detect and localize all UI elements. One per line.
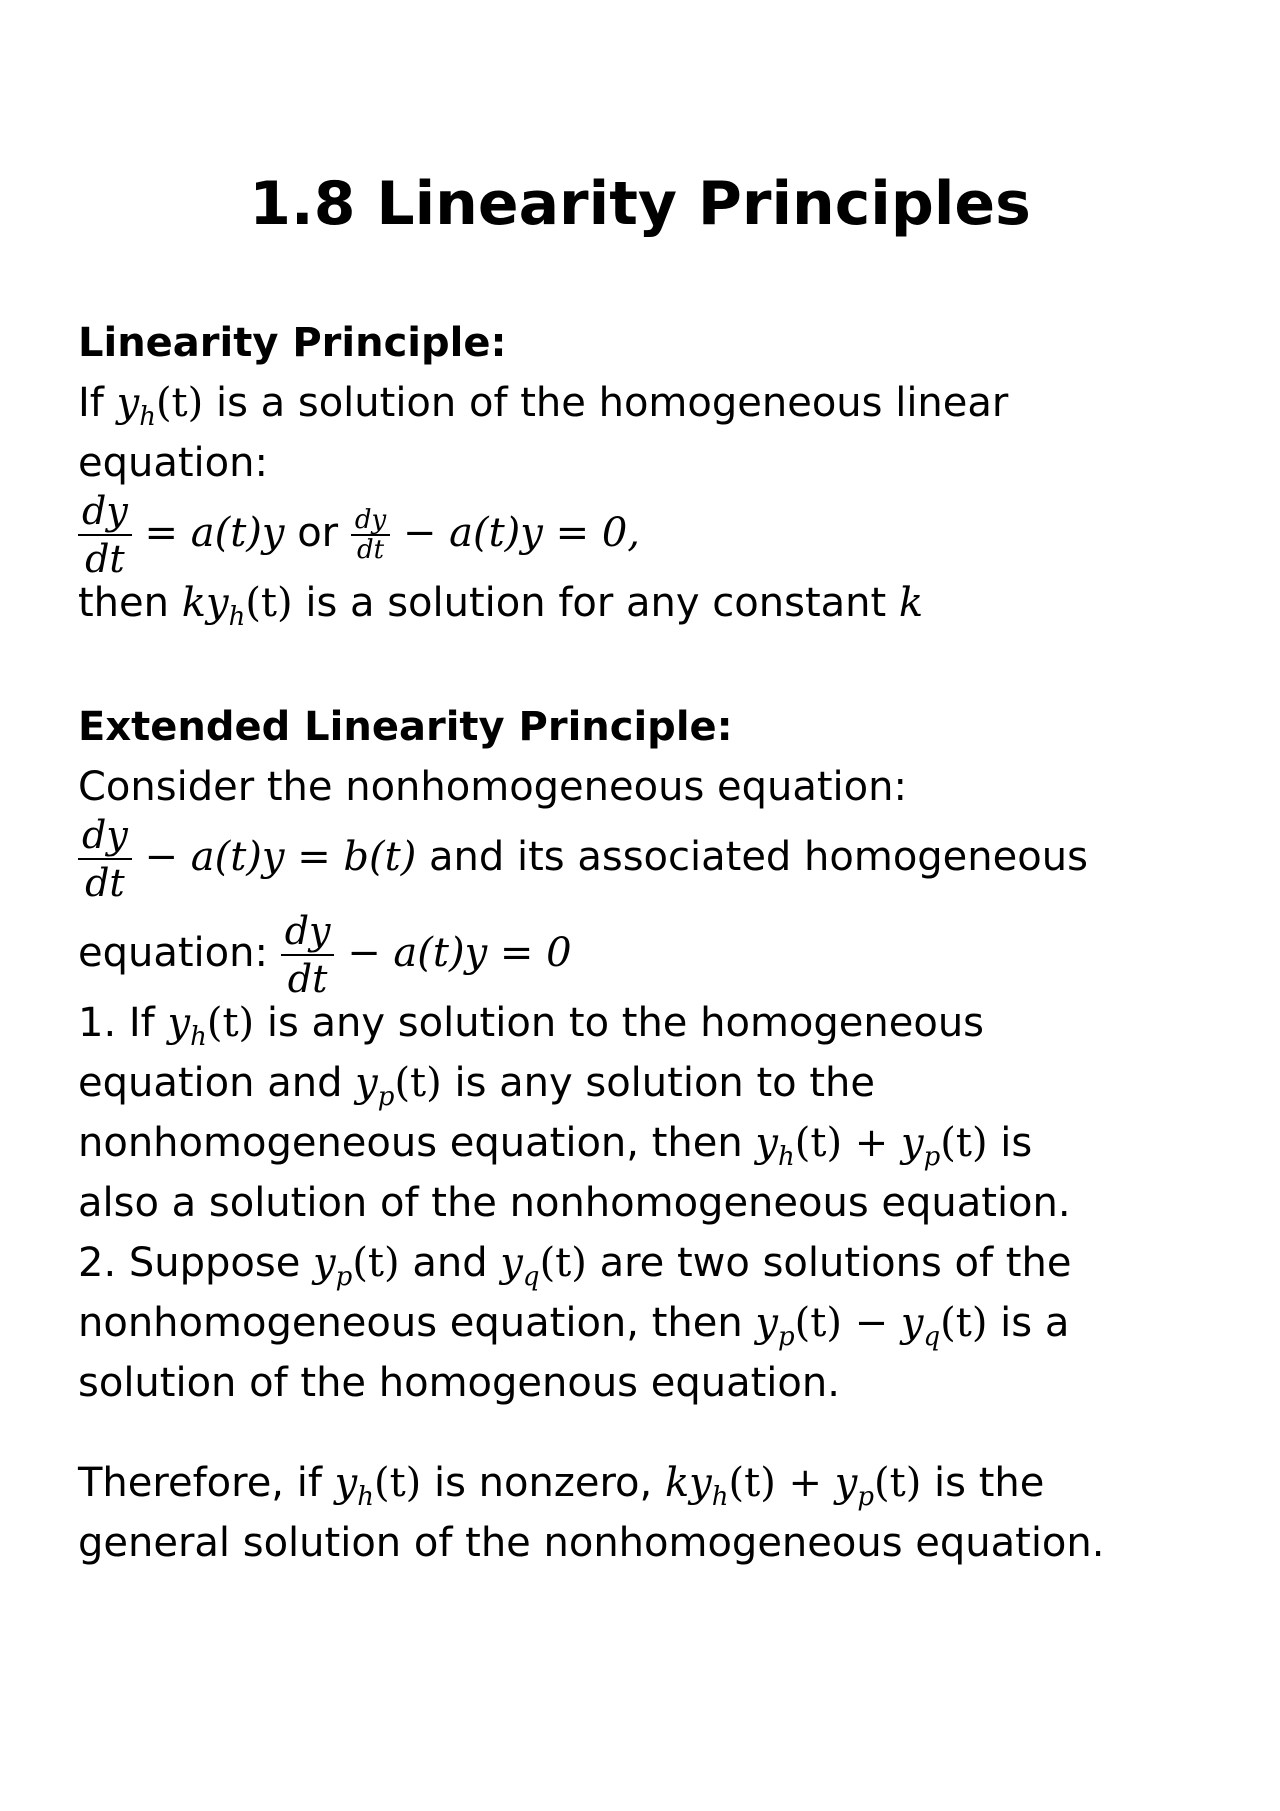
linearity-conclusion-line [78, 578, 923, 642]
text-fragment: is nonzero, [421, 1460, 665, 1506]
equation-rest: − a(t)y = 0, [402, 510, 640, 556]
item-1-line-2 [78, 1058, 875, 1122]
item-2-line-1 [78, 1238, 1071, 1302]
conclusion-line-2: general solution of the nonhomogeneous equation. [78, 1520, 1105, 1566]
text-fragment: is a [987, 1300, 1070, 1346]
fraction-denominator: dt [356, 535, 385, 565]
math-yh [116, 380, 204, 432]
math-yp: $y_p(t)$ [313, 1240, 400, 1292]
text-fragment: is the [921, 1460, 1045, 1506]
fraction-denominator: dt [85, 537, 125, 581]
text-fragment: is any solution to the homogeneous [254, 1000, 985, 1046]
text-fragment: nonhomogeneous equation, then [78, 1300, 756, 1346]
text-fragment: 2. Suppose [78, 1240, 314, 1286]
item-2-line-3: solution of the homogenous equation. [78, 1360, 840, 1406]
text-fragment: If [78, 380, 117, 426]
conclusion-line-1 [78, 1458, 1044, 1522]
item-2-line-2 [78, 1298, 1069, 1362]
equation-rest: − a(t)y = b(t) [144, 834, 417, 880]
linearity-statement-line-2: equation: [78, 440, 268, 486]
math-argument: (t) [245, 580, 293, 626]
homogeneous-equation [78, 488, 640, 584]
math-argument: (t) [155, 380, 204, 426]
linearity-principle-heading: Linearity Principle: [78, 320, 507, 366]
page-title: 1.8 Linearity Principles [249, 169, 1031, 239]
text-fragment: equation: [78, 930, 281, 976]
linearity-statement-line-1 [78, 378, 1008, 442]
math-yp: $y_p(t)$ [355, 1060, 442, 1112]
text-fragment: is a solution of the homogeneous linear [203, 380, 1009, 426]
derivative-fraction [281, 908, 335, 1002]
fraction-numerator: dy [78, 812, 132, 860]
math-yq: $y_q(t)$ [500, 1240, 587, 1292]
fraction-numerator: dy [78, 488, 132, 536]
math-subscript: h [139, 402, 156, 432]
math-kyh [181, 580, 293, 632]
math-yh: $y_h(t)$ [334, 1460, 422, 1512]
text-fragment: are two solutions of the [586, 1240, 1072, 1286]
math-yh: $y_h(t)$ [167, 1000, 255, 1052]
text-fragment: is [987, 1120, 1033, 1166]
extended-linearity-heading: Extended Linearity Principle: [78, 704, 733, 750]
text-fragment: Therefore, if [78, 1460, 335, 1506]
text-fragment: and [399, 1240, 501, 1286]
derivative-fraction [78, 812, 132, 906]
text-fragment: is any solution to the [441, 1060, 875, 1106]
item-1-line-3 [78, 1118, 1032, 1182]
item-1-line-4: also a solution of the nonhomogeneous equation. [78, 1180, 1071, 1226]
equation-rhs: = a(t)y [144, 510, 285, 556]
math-kyh-plus-yp: $ky_h(t) + y_p(t)$ [664, 1460, 922, 1512]
fraction-numerator: dy [351, 506, 390, 536]
fraction-denominator: dt [287, 957, 328, 1001]
math-symbol: ky [181, 580, 229, 626]
equation-rest: − a(t)y = 0 [347, 930, 572, 976]
text-fragment: then [78, 580, 182, 626]
text-fragment: is a solution for any constant [292, 580, 899, 626]
fraction-numerator: dy [281, 908, 335, 956]
text-fragment: 1. If [78, 1000, 168, 1046]
consider-line: Consider the nonhomogeneous equation: [78, 764, 907, 810]
associated-homogeneous-equation [78, 908, 572, 1004]
math-symbol: y [116, 380, 140, 426]
item-1-line-1 [78, 998, 984, 1062]
math-subscript: h [228, 602, 246, 632]
text-fragment: or [284, 510, 351, 556]
math-yp-minus-yq: $y_p(t) - y_q(t)$ [755, 1300, 988, 1352]
derivative-fraction [78, 488, 132, 582]
text-fragment: nonhomogeneous equation, then [78, 1120, 756, 1166]
text-fragment: equation and [78, 1060, 356, 1106]
nonhomogeneous-equation [78, 812, 1088, 908]
fraction-denominator: dt [85, 861, 125, 905]
math-yh-plus-yp: $y_h(t) + y_p(t)$ [755, 1120, 988, 1172]
derivative-fraction-inline [351, 506, 390, 564]
math-k: k [898, 580, 924, 626]
text-fragment: and its associated homogeneous [416, 834, 1088, 880]
